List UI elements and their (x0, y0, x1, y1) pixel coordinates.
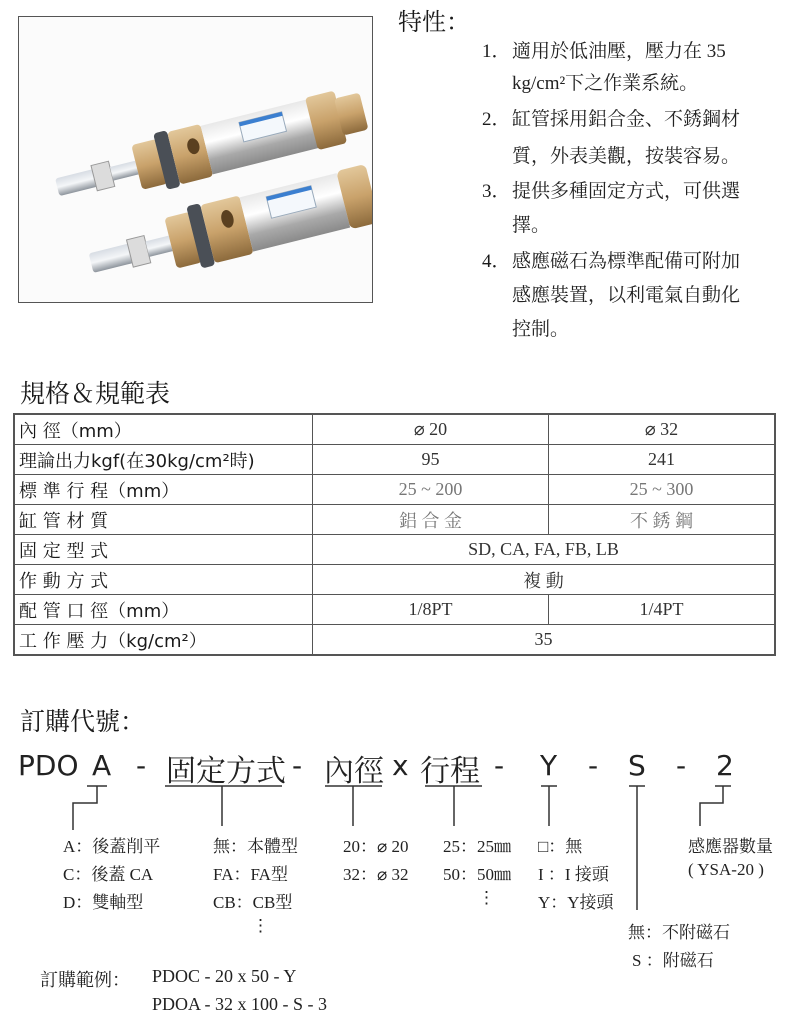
feature-text: 質，外表美觀，按裝容易。 (512, 146, 741, 167)
order-code-title: 訂購代號： (20, 707, 146, 736)
row-label: 固 定 型 式 (14, 535, 313, 565)
ellipsis-icon: ⋮ (252, 916, 269, 935)
code-x: x (392, 749, 409, 782)
option-item: ( YSA-20 ) (688, 860, 764, 879)
connector-sensor (700, 786, 723, 826)
option-item: □：無 (538, 837, 583, 856)
example-label: 訂購範例： (40, 970, 130, 990)
row-label: 配 管 口 徑（mm） (14, 595, 313, 625)
code-joint: Y (540, 749, 558, 782)
option-item: S ：附磁石 (632, 951, 714, 970)
option-item: FA：FA型 (213, 865, 288, 884)
cell-bore-20: ⌀ 20 (313, 414, 549, 445)
feature-text: 適用於低油壓，壓力在 35 (512, 41, 726, 62)
feature-number: 2． (482, 109, 511, 130)
row-label: 工 作 壓 力（kg/cm²） (14, 625, 313, 656)
option-item: I ：I 接頭 (538, 865, 609, 884)
cell-force-32: 241 (549, 445, 776, 475)
feature-text: 感應裝置，以利電氣自動化 (512, 285, 741, 306)
row-label: 內 徑（mm） (14, 414, 313, 445)
option-item: 25：25㎜ (443, 837, 511, 856)
option-item: 20：⌀ 20 (343, 837, 409, 856)
features-title: 特性： (398, 8, 470, 36)
code-dash: - (676, 749, 687, 782)
cell-port-20: 1/8PT (313, 595, 549, 625)
code-magnet: S (628, 749, 646, 782)
example-item: PDOA - 32 x 100 - S - 3 (152, 994, 328, 1014)
code-mounting: 固定方式 (166, 754, 286, 789)
row-label: 缸 管 材 質 (14, 505, 313, 535)
feature-text: kg/cm²下之作業系統。 (512, 73, 699, 94)
option-item: D：雙軸型 (63, 893, 144, 912)
option-item: 50：50㎜ (443, 865, 511, 884)
feature-text: 提供多種固定方式，可供選 (512, 181, 741, 202)
option-item: 無：本體型 (213, 837, 298, 856)
cell-pressure: 35 (313, 625, 776, 656)
code-stroke: 行程 (420, 754, 480, 789)
option-item: Y：Y接頭 (538, 893, 614, 912)
feature-number: 4． (482, 251, 511, 272)
option-item: 感應器數量 (688, 837, 773, 856)
connector-cover (73, 786, 97, 830)
cell-action: 複 動 (313, 565, 776, 595)
row-label: 標 準 行 程（mm） (14, 475, 313, 505)
code-dash: - (494, 749, 505, 782)
example-item: PDOC - 20 x 50 - Y (152, 966, 297, 986)
code-cover: A (92, 749, 112, 782)
spec-title: 規格＆規範表 (20, 379, 171, 408)
option-item: 32：⌀ 32 (343, 865, 409, 884)
code-sensor-count: 2 (716, 749, 734, 782)
feature-text: 感應磁石為標準配備可附加 (512, 251, 741, 272)
code-prefix: PDO (18, 749, 79, 782)
row-label: 理論出力kgf(在30kg/cm²時) (14, 445, 313, 475)
feature-number: 3． (482, 181, 511, 202)
code-dash: - (292, 749, 303, 782)
option-item: C：後蓋 CA (63, 865, 154, 884)
feature-text: 控制。 (512, 319, 570, 340)
cell-stroke-20: 25 ~ 200 (313, 475, 549, 505)
feature-number: 1． (482, 41, 511, 62)
code-dash: - (136, 749, 147, 782)
cell-bore-32: ⌀ 32 (549, 414, 776, 445)
feature-text: 缸管採用鋁合金、不銹鋼材 (512, 109, 741, 130)
cell-material-32: 不 銹 鋼 (549, 505, 776, 535)
feature-text: 擇。 (512, 215, 551, 236)
code-dash: - (588, 749, 599, 782)
cell-force-20: 95 (313, 445, 549, 475)
option-item: A：後蓋削平 (63, 837, 161, 856)
row-label: 作 動 方 式 (14, 565, 313, 595)
option-item: CB：CB型 (213, 893, 293, 912)
ellipsis-icon: ⋮ (478, 888, 495, 907)
cell-material-20: 鋁 合 金 (313, 505, 549, 535)
code-bore: 內徑 (324, 754, 384, 789)
cell-stroke-32: 25 ~ 300 (549, 475, 776, 505)
cell-mounting: SD, CA, FA, FB, LB (313, 535, 776, 565)
option-item: 無：不附磁石 (628, 923, 730, 942)
cell-port-32: 1/4PT (549, 595, 776, 625)
